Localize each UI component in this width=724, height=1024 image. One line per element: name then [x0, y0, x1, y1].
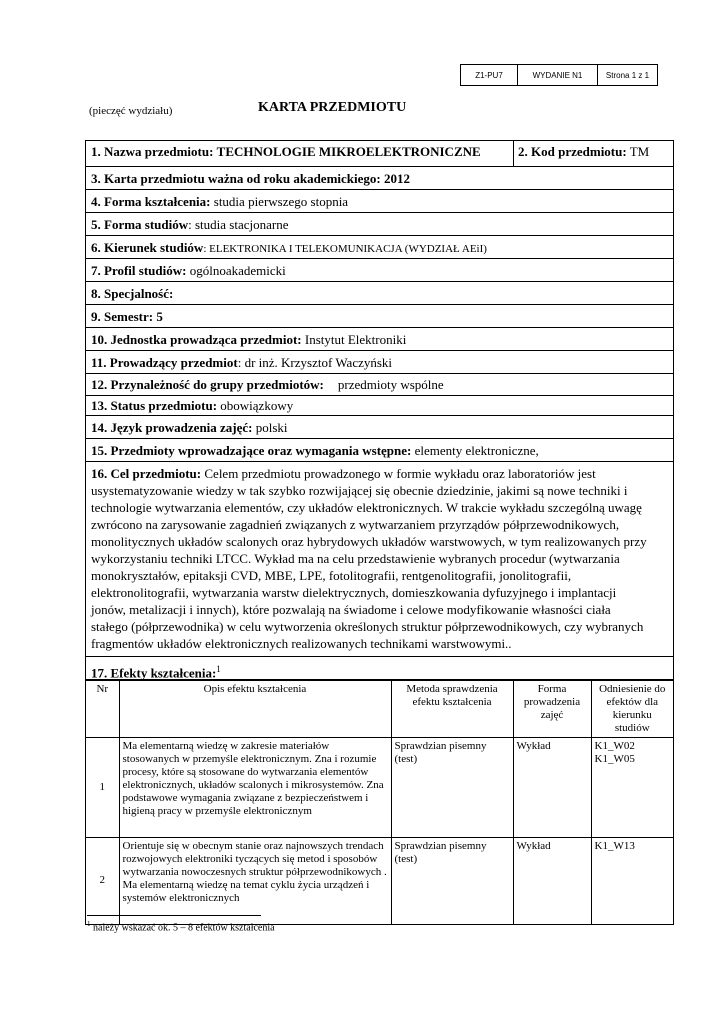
- table-header-row: [86, 681, 673, 738]
- row-unit: [86, 328, 673, 351]
- valid-year-text: 3. Karta przedmiotu ważna od roku akademickiego: 2012: [91, 171, 410, 186]
- course-status-label: 13. Status przedmiotu:: [91, 398, 218, 413]
- document-edition: WYDANIE N1: [518, 65, 598, 85]
- course-objective-line: Celem przedmiotu prowadzonego w formie wykładu oraz laboratoriów jest: [204, 466, 596, 481]
- row-prerequisites: [86, 439, 673, 462]
- field-of-study-label: 6. Kierunek studiów: [91, 240, 204, 255]
- footnote-number: 1: [87, 920, 91, 928]
- column-header-method: Metoda sprawdzenia efektu kształcenia: [391, 681, 513, 738]
- row-outcomes-table: [86, 680, 673, 924]
- course-objective-line: wykorzystaniu techniki LTCC. Wykład ma na celu przedstawienie wybranych procedur (wytwarzania: [91, 551, 620, 566]
- outcome-reference: [591, 738, 673, 838]
- document-code: Z1-PU7: [461, 65, 518, 85]
- outcome-reference-code: K1_W02: [594, 740, 635, 752]
- semester-text: 9. Semestr: 5: [91, 309, 163, 324]
- outcome-reference: [591, 838, 673, 924]
- course-objective-line: zwrócono na zarysowanie zagadnień związanych z wytwarzaniem przyrządów półprzewodnikowych,: [91, 517, 620, 532]
- outcome-reference-code: K1_W13: [594, 840, 635, 852]
- column-header-nr: Nr: [86, 681, 119, 738]
- page-title: KARTA PRZEDMIOTU: [258, 100, 407, 115]
- row-valid-year: [86, 167, 673, 190]
- row-language: [86, 416, 673, 439]
- outcome-reference-code: K1_W05: [594, 753, 635, 765]
- table-row: [86, 838, 673, 924]
- row-study-form: [86, 213, 673, 236]
- course-objective-label: 16. Cel przedmiotu:: [91, 466, 202, 481]
- unit-label: 10. Jednostka prowadząca przedmiot:: [91, 332, 302, 347]
- row-specialization: [86, 282, 673, 305]
- study-form-label: 5. Forma studiów: [91, 217, 189, 232]
- course-objective-line: elektronolitografii, wytwarzania warstw dielektrycznych, domieszkowania dyfuzyjnego i implantacji: [91, 585, 617, 600]
- outcome-description: Ma elementarną wiedzę w zakresie materiałów stosowanych w przemyśle elektronicznym. Zna i rozumie procesy, które są stosowane do wytwarzania elementów elektronicznych, układów scalonych i mikrosystemów. Zna podstawowe wymagania związane z bezpieczeństwem i higieną pracy w przemyśle elektronicznym: [119, 738, 391, 838]
- outcome-form: Wykład: [513, 838, 591, 924]
- specialization-label: 8. Specjalność:: [91, 286, 174, 301]
- lecturer-value: : dr inż. Krzysztof Waczyński: [237, 355, 393, 370]
- course-objective-line: technologie wytwarzania elementów, czy układów elektronicznych. W trakcie wykładu szczególną uwagę: [91, 500, 642, 515]
- row-semester: [86, 305, 673, 328]
- language-label: 14. Język prowadzenia zajęć:: [91, 420, 253, 435]
- footnote: [87, 920, 275, 933]
- course-objective-line: stałego (półprzewodnika) w celu wytworzenia określonych struktur półprzewodnikowych, czy wybranych: [91, 619, 644, 634]
- row-education-form: [86, 190, 673, 213]
- education-form-label: 4. Forma kształcenia:: [91, 194, 211, 209]
- row-course-objective: [86, 462, 673, 657]
- lecturer-label: 11. Prowadzący przedmiot: [91, 355, 238, 370]
- outcome-method: Sprawdzian pisemny (test): [391, 738, 513, 838]
- learning-outcomes-table: [86, 680, 673, 924]
- field-of-study-value: : ELEKTRONIKA I TELEKOMUNIKACJA (WYDZIAŁ AEiI): [203, 243, 487, 255]
- prerequisites-label: 15. Przedmioty wprowadzające oraz wymagania wstępne:: [91, 443, 412, 458]
- course-objective-line: usystematyzowanie wiedzy w tak szybko rozwijającej się obecnie dziedzinie, jakimi są nowe techniki i: [91, 483, 628, 498]
- faculty-stamp-label: (pieczęć wydziału): [89, 105, 173, 117]
- course-objective-line: monolitycznych układów scalonych oraz hybrydowych układów warstwowych, w tym realizowanych przy: [91, 534, 647, 549]
- table-row: [86, 738, 673, 838]
- prerequisites-value: elementy elektroniczne,: [414, 443, 539, 458]
- row-course-status: [86, 396, 673, 416]
- column-header-form: Forma prowadzenia zajęć: [513, 681, 591, 738]
- course-group-label: 12. Przynależność do grupy przedmiotów:: [91, 377, 324, 392]
- study-profile-label: 7. Profil studiów:: [91, 263, 187, 278]
- outcome-number: 2: [86, 838, 119, 924]
- row-course-name: [86, 141, 673, 167]
- course-objective-line: fragmentów układów elektronicznych realizowanych technikami warstwowymi..: [91, 636, 512, 651]
- course-status-value: obowiązkowy: [220, 398, 294, 413]
- education-form-value: studia pierwszego stopnia: [213, 194, 349, 209]
- row-study-profile: [86, 259, 673, 282]
- study-profile-value: ogólnoakademicki: [189, 263, 286, 278]
- footnote-divider: [87, 915, 261, 916]
- study-form-value: : studia stacjonarne: [188, 217, 289, 232]
- page-number: Strona 1 z 1: [605, 70, 650, 80]
- footnote-text: należy wskazać ok. 5 – 8 efektów kształcenia: [90, 922, 275, 934]
- course-objective-line: monokryształów, epitaksji CVD, MBE, LPE, fotolitografii, rentgenolitografii, jonolitografii,: [91, 568, 572, 583]
- course-name-value: TECHNOLOGIE MIKROELEKTRONICZNE: [216, 144, 481, 159]
- language-value: polski: [255, 420, 288, 435]
- outcome-form: Wykład: [513, 738, 591, 838]
- course-name-label: 1. Nazwa przedmiotu:: [91, 144, 214, 159]
- row-field-of-study: [86, 236, 673, 259]
- outcome-method: Sprawdzian pisemny (test): [391, 838, 513, 924]
- learning-outcomes-label: 17. Efekty kształcenia:: [91, 665, 217, 681]
- row-course-group: [86, 374, 673, 396]
- course-objective-line: jonów, metalizacji i innych), które pozwalają na świadome i celowe modyfikowanie własności ciała: [91, 602, 611, 617]
- course-group-value: przedmioty wspólne: [337, 377, 444, 392]
- outcome-number: 1: [86, 738, 119, 838]
- row-learning-outcomes-heading: [86, 657, 673, 680]
- column-header-description: Opis efektu kształcenia: [119, 681, 391, 738]
- course-code-label: 2. Kod przedmiotu:: [518, 144, 627, 159]
- course-code-value: TM: [629, 144, 650, 159]
- column-header-reference: Odniesienie do efektów dla kierunku studiów: [591, 681, 673, 738]
- footnote-marker: 1: [216, 664, 221, 674]
- document-header-box: [460, 64, 658, 86]
- unit-value: Instytut Elektroniki: [304, 332, 407, 347]
- course-card-form: [85, 140, 674, 925]
- row-lecturer: [86, 351, 673, 374]
- outcome-description: Orientuje się w obecnym stanie oraz najnowszych trendach rozwojowych elektroniki tyczących się metod i sposobów wytwarzania nowoczesnych struktur półprzewodnikowych . Ma elementarną wiedzę na temat cyklu życia urządzeń i systemów elektronicznych: [119, 838, 391, 924]
